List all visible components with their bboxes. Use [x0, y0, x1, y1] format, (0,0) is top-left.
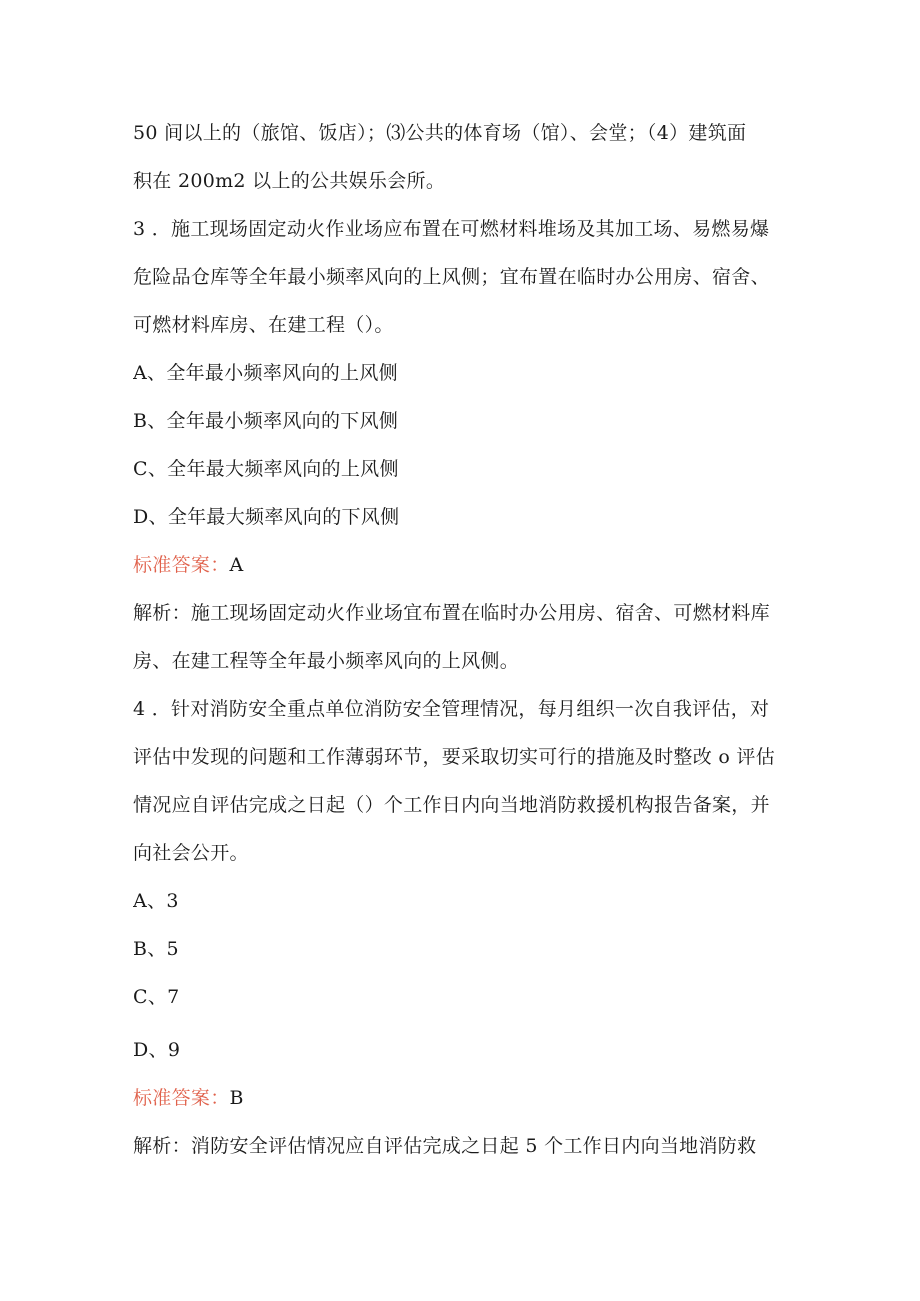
analysis-line: 解析：消防安全评估情况应自评估完成之日起 5 个工作日内向当地消防救 — [133, 1135, 757, 1157]
question-4-line: 向社会公开。 — [133, 842, 249, 864]
option-c: C、7 — [133, 986, 180, 1008]
paragraph-line: 积在 200m2 以上的公共娱乐会所。 — [133, 170, 446, 192]
answer-label: 标准答案： — [133, 1087, 230, 1109]
question-3-line: 可燃材料库房、在建工程（）。 — [133, 314, 394, 336]
question-4-line: 评估中发现的问题和工作薄弱环节，要采取切实可行的措施及时整改 o 评估 — [133, 746, 776, 768]
option-b: B、5 — [133, 938, 179, 960]
analysis-line: 房、在建工程等全年最小频率风向的上风侧。 — [133, 650, 520, 672]
question-4-line: 情况应自评估完成之日起（）个工作日内向当地消防救援机构报告备案，并 — [133, 794, 770, 816]
answer-value: B — [229, 1087, 244, 1109]
analysis-line: 解析：施工现场固定动火作业场宜布置在临时办公用房、宿舍、可燃材料库 — [133, 602, 770, 624]
answer-label: 标准答案： — [133, 554, 230, 576]
paragraph-line: 50 间以上的（旅馆、饭店）；⑶公共的体育场（馆）、会堂；（4）建筑面 — [133, 122, 747, 144]
question-3-line: 危险品仓库等全年最小频率风向的上风侧；宜布置在临时办公用房、宿舍、 — [133, 266, 770, 288]
standard-answer — [133, 553, 803, 577]
option-d: D、全年最大频率风向的下风侧 — [133, 506, 400, 528]
question-4-line: 4 ．针对消防安全重点单位消防安全管理情况，每月组织一次自我评估，对 — [133, 698, 770, 720]
option-a: A、全年最小频率风向的上风侧 — [133, 362, 398, 384]
option-c: C、全年最大频率风向的上风侧 — [133, 458, 399, 480]
answer-value: A — [229, 554, 244, 576]
standard-answer — [133, 1086, 803, 1110]
option-b: B、全年最小频率风向的下风侧 — [133, 410, 399, 432]
option-a: A、3 — [133, 890, 179, 912]
question-3-line: 3 ．施工现场固定动火作业场应布置在可燃材料堆场及其加工场、易燃易爆 — [133, 218, 770, 240]
option-d: D、9 — [133, 1039, 181, 1061]
